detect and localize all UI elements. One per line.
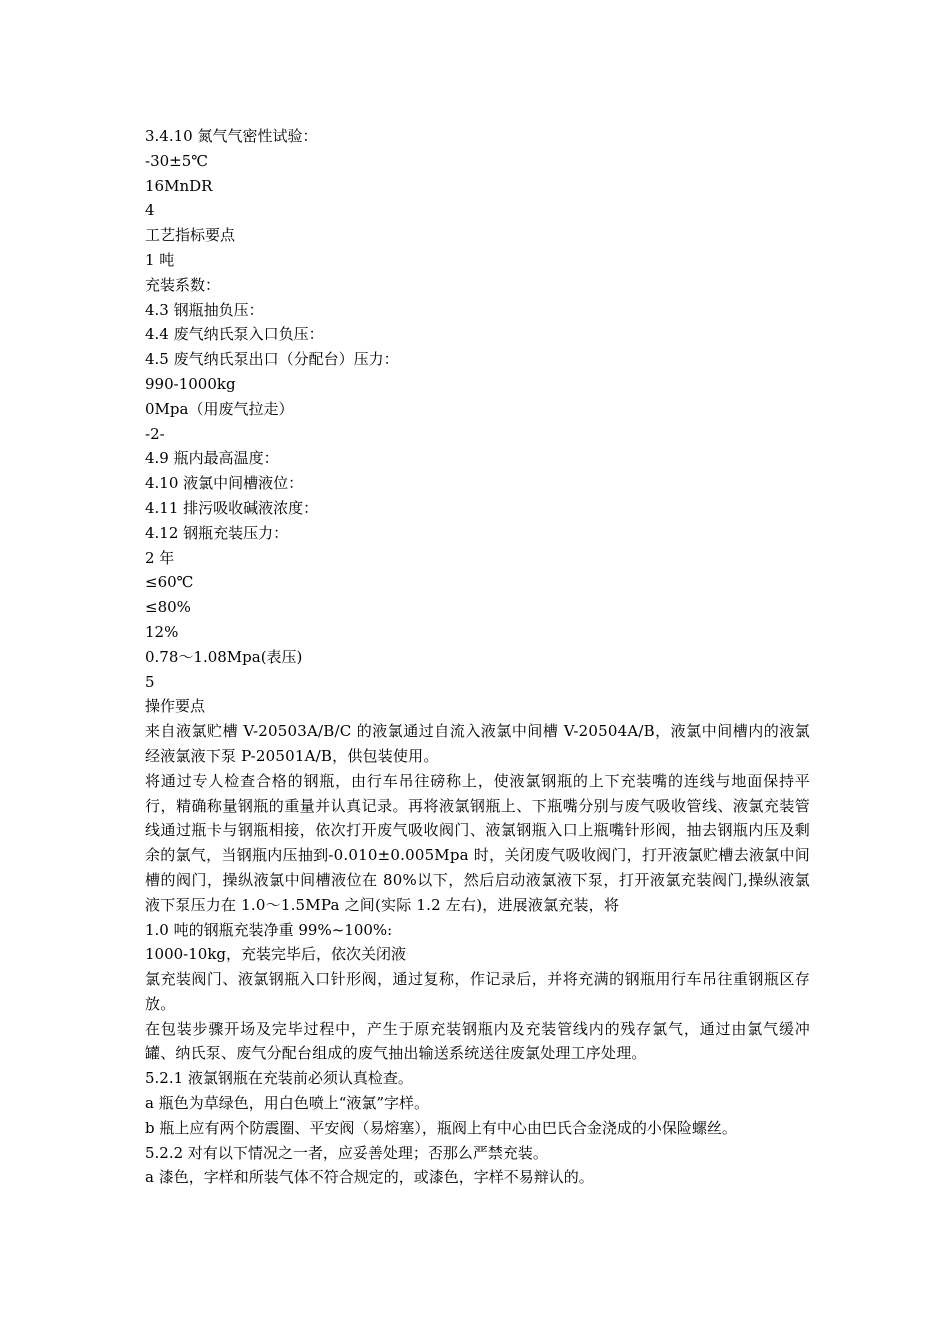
section-heading-nitrogen-test: 3.4.10 氮气气密性试验： [145, 127, 318, 145]
text-line: 1000-10kg，充装完毕后，依次关闭液 [145, 945, 407, 964]
text-line: 990-1000kg [145, 374, 236, 393]
text-line: 4.3 钢瓶抽负压： [145, 300, 264, 319]
text-line: 1.0 吨的钢瓶充装净重 99%~100%: [145, 920, 393, 939]
section-number: 4 [145, 201, 155, 220]
text-line: 1 吨 [145, 250, 175, 269]
text-line: 4.4 废气纳氏泵入口负压： [145, 325, 324, 344]
paragraph-after-filling: 氯充装阀门、液氯钢瓶入口针形阀，通过复称，作记录后，并将充满的钢瓶用行车吊往重钢瓶区存放。 [145, 970, 810, 1013]
clause-5-2-1: 5.2.1 液氯钢瓶在充装前必须认真检查。 [145, 1069, 413, 1088]
text-line: ≤80% [145, 598, 191, 617]
page-number: -2- [145, 424, 165, 443]
text-line: ≤60℃ [145, 573, 194, 592]
section-number: 5 [145, 672, 155, 691]
text-line: 4.5 废气纳氏泵出口（分配台）压力： [145, 350, 399, 369]
paragraph-residual-gas: 在包装步骤开场及完毕过程中，产生于原充装钢瓶内及充装管线内的残存氯气，通过由氯气缓冲罐、纳氏泵、废气分配台组成的废气抽出输送系统送往废氯处理工序处理。 [145, 1019, 810, 1063]
text-line: 2 年 [145, 548, 175, 567]
text-line: 4.12 钢瓶充装压力： [145, 523, 289, 542]
paragraph-liquid-chlorine-source: 来自液氯贮槽 V-20503A/B/C 的液氯通过自流入液氯中间槽 V-20504A/B，液氯中间槽内的液氯经液氯液下泵 P-20501A/B，供包装使用。 [145, 722, 810, 765]
text-line: 4.9 瓶内最高温度： [145, 449, 279, 468]
section-title: 工艺指标要点 [145, 226, 236, 245]
clause-item-a: a 瓶色为草绿色，用白色喷上“液氯”字样。 [145, 1094, 430, 1113]
paragraph-filling-procedure: 将通过专人检查合格的钢瓶，由行车吊往磅称上，使液氯钢瓶的上下充装嘴的连线与地面保持平行，精确称量钢瓶的重量并认真记录。再将液氯钢瓶上、下瓶嘴分别与废气吸收管线、液氯充装管线通过瓶卡与钢瓶相接，依次打开废气吸收阀门、液氯钢瓶入口上瓶嘴针形阀，抽去钢瓶内压及剩余的氯气，当钢瓶内压抽到-0.010±0.005Mpa 时，关闭废气吸收阀门，打开液氯贮槽去液氯中间槽的阀门，操纵液氯中间槽液位在 80%以下，然后启动液氯液下泵，打开液氯充装阀门,操纵液氯液下泵压力在 1.0～1.5MPa 之间(实际 1.2 左右)，进展液氯充装，将 [145, 771, 810, 914]
text-line: 12% [145, 622, 179, 641]
text-line: 充装系数： [145, 275, 221, 294]
document-page [145, 124, 810, 1190]
clause-item-a: a 漆色，字样和所装气体不符合规定的，或漆色，字样不易辩认的。 [145, 1168, 594, 1187]
text-line: -30±5℃ [145, 151, 209, 170]
text-line: 4.10 液氯中间槽液位： [145, 474, 304, 493]
text-line: 16MnDR [145, 176, 213, 195]
text-line: 0.78～1.08Mpa(表压) [145, 647, 303, 666]
clause-item-b: b 瓶上应有两个防震圈、平安阀（易熔塞），瓶阀上有中心由巴氏合金浇成的小保险螺丝。 [145, 1118, 737, 1137]
text-line: 4.11 排污吸收碱液浓度： [145, 498, 319, 517]
section-title: 操作要点 [145, 697, 206, 716]
clause-5-2-2: 5.2.2 对有以下情况之一者，应妥善处理；否那么严禁充装。 [145, 1143, 548, 1162]
text-line: 0Mpa（用废气拉走） [145, 399, 294, 418]
